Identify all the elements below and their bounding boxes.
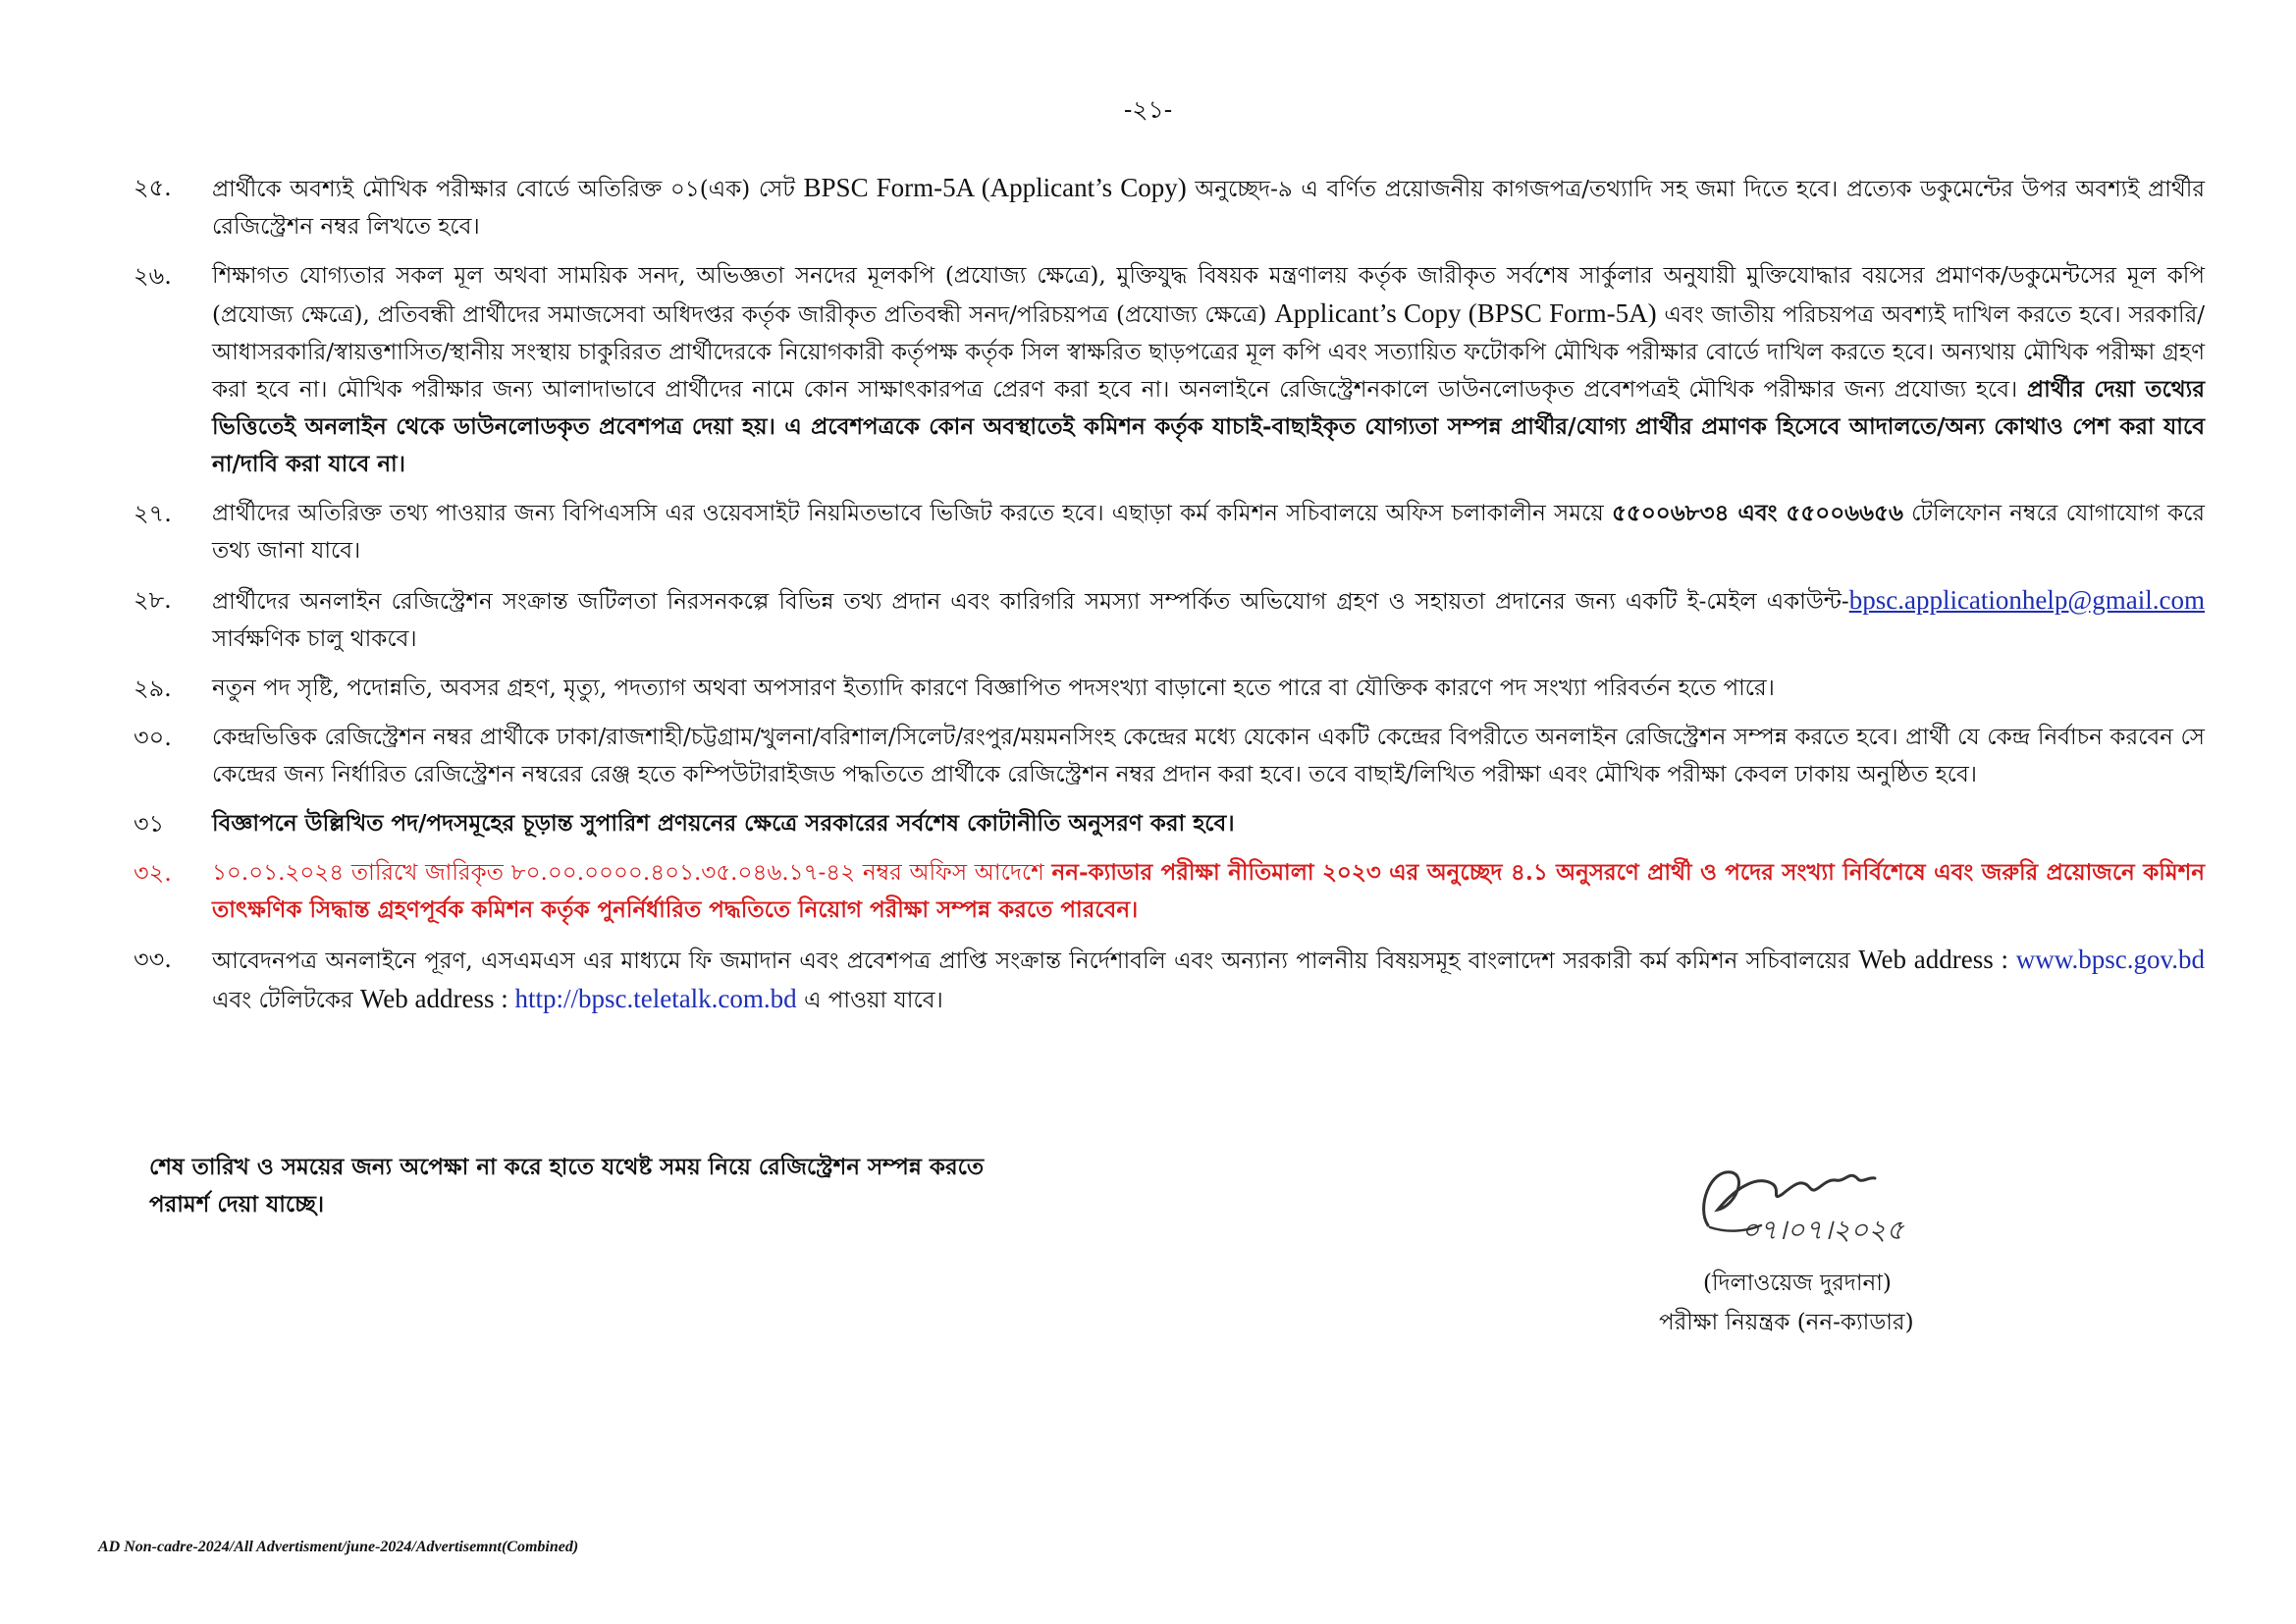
list-item-33 [133, 941, 2205, 1019]
list-item-31 [133, 805, 2205, 842]
item-text-part: এ পাওয়া যাবে। [796, 988, 943, 1013]
item-text [212, 805, 2205, 842]
bold-warning-text: প্রার্থীর দেয়া তথ্যের ভিত্তিতেই অনলাইন থেকে ডাউনলোডকৃত প্রবেশপত্র দেয়া হয়। এ প্রবেশপত্রকে কোন অবস্থাতেই কমিশন কর্তৃক যাচাই-বাছাইকৃত যোগ্যতা সম্পন্ন প্রার্থীর/যোগ্য প্রার্থীর প্রমাণক হিসেবে আদালতে/অন্য কোথাও পেশ করা যাবে না/দাবি করা যাবে না। [212, 376, 2205, 477]
handwritten-signature-icon [1688, 1149, 1983, 1257]
item-number: ৩২. [133, 859, 172, 887]
item-text-part: ১০.০১.২০২৪ তারিখে জারিকৃত ৮০.০০.০০০০.৪০১.৩৫.০৪৬.১৭-৪২ নম্বর অফিস আদেশে [212, 860, 1052, 886]
phone-numbers: ৫৫০০৬৮৩৪ এবং ৫৫০০৬৬৫৬ [1611, 500, 1903, 526]
item-number: ৩৩. [133, 946, 172, 973]
registration-notice [149, 1149, 1131, 1223]
item-text [212, 941, 2205, 1019]
list-item-25 [133, 169, 2205, 245]
item-text-part: প্রার্থীকে অবশ্যই মৌখিক পরীক্ষার বোর্ডে অতিরিক্ত ০১(এক) সেট [212, 177, 804, 202]
item-text-part: সার্বক্ষণিক চালু থাকবে। [212, 626, 417, 652]
page-number: -২১- [1123, 95, 1173, 124]
item-text [212, 169, 2205, 245]
item-text-part: অনুচ্ছেদ-৯ এ বর্ণিত প্রয়োজনীয় কাগজপত্র/তথ্যাদি সহ জমা দিতে হবে। প্রত্যেক ডকুমেন্টের উপর অবশ্যই প্রার্থীর রেজিস্ট্রেশন নম্বর লিখতে হবে। [212, 177, 2206, 240]
signature-date: ০৭।০৭।২০২৫ [1741, 1214, 1904, 1246]
bold-red-text: নন-ক্যাডার পরীক্ষা নীতিমালা ২০২৩ এর অনুচ্ছেদ ৪.১ অনুসরণে প্রার্থী ও পদের সংখ্যা নির্বিশেষে এবং জরুরি প্রয়োজনে কমিশন তাৎক্ষণিক সিদ্ধান্ত গ্রহণপূর্বক কমিশন কর্তৃক পুনর্নির্ধারিত পদ্ধতিতে নিয়োগ পরীক্ষা সম্পন্ন করতে পারবেন। [212, 859, 2205, 923]
separator: : [494, 984, 515, 1013]
item-text-part: প্রার্থীদের অনলাইন রেজিস্ট্রেশন সংক্রান্ত জটিলতা নিরসনকল্পে বিভিন্ন তথ্য প্রদান এবং কারিগরি সমস্যা সম্পর্কিত অভিযোগ গ্রহণ ও সহায়তা প্রদানের জন্য একটি ই-মেইল একাউন্ট- [212, 589, 1849, 615]
item-text-part: এবং টেলিটকের [212, 988, 360, 1013]
item-number: ২৯. [133, 675, 172, 702]
list-item-30 [133, 719, 2205, 793]
item-number: ২৫. [133, 174, 172, 201]
notice-line: শেষ তারিখ ও সময়ের জন্য অপেক্ষা না করে হাতে যথেষ্ট সময় নিয়ে রেজিস্ট্রেশন সম্পন্ন করতে [149, 1154, 985, 1180]
notice-line: পরামর্শ দেয়া যাচ্ছে। [149, 1191, 325, 1218]
item-text-part: এবং জাতীয় পরিচয়পত্র অবশ্যই দাখিল করতে হবে। সরকারি/ আধাসরকারি/স্বায়ত্তশাসিত/স্থানীয় সংস্থায় চাকুরিরত প্রার্থীদেরকে নিয়োগকারী কর্তৃপক্ষ কর্তৃক সিল স্বাক্ষরিত ছাড়পত্রের মূল কপি এবং সত্যায়িত ফটোকপি মৌখিক পরীক্ষার বোর্ডে দাখিল করতে হবে। অন্যথায় মৌখিক পরীক্ষা গ্রহণ করা হবে না। মৌখিক পরীক্ষার জন্য আলাদাভাবে প্রার্থীদের নামে কোন সাক্ষাৎকারপত্র প্রেরণ করা হবে না। অনলাইনে রেজিস্ট্রেশনকালে ডাউনলোডকৃত প্রবেশপত্রই মৌখিক পরীক্ষার জন্য প্রযোজ্য হবে। [212, 302, 2205, 403]
teletalk-website-link[interactable]: http://bpsc.teletalk.com.bd [514, 984, 797, 1013]
item-text-part: বিজ্ঞাপনে উল্লিখিত পদ/পদসমূহের চূড়ান্ত সুপারিশ প্রণয়নের ক্ষেত্রে সরকারের সর্বশেষ কোটানীতি অনুসরণ করা হবে। [212, 810, 1235, 837]
item-text [212, 257, 2205, 483]
item-text-part: শিক্ষাগত যোগ্যতার সকল মূল অথবা সাময়িক সনদ, অভিজ্ঞতা সনদের মূলকপি (প্রযোজ্য ক্ষেত্রে), মুক্তিযুদ্ধ বিষয়ক মন্ত্রণালয় কর্তৃক জারীকৃত সর্বশেষ সার্কুলার অনুযায়ী মুক্তিযোদ্ধার বয়সের প্রমাণক/ডকুমেন্টসের মূল কপি (প্রযোজ্য ক্ষেত্রে), প্রতিবন্ধী প্রার্থীদের সমাজসেবা অধিদপ্তর কর্তৃক জারীকৃত প্রতিবন্ধী সনদ/পরিচয়পত্র (প্রযোজ্য ক্ষেত্রে) [212, 263, 2205, 328]
help-email-link[interactable]: bpsc.applicationhelp@gmail.com [1848, 585, 2205, 615]
signatory-name: (দিলাওয়েজ দুরদানা) [1703, 1271, 1892, 1296]
item-text-part: টেলিফোন নম্বরে যোগাযোগ করে তথ্য জানা যাবে। [212, 501, 2205, 564]
item-text [212, 719, 2205, 793]
bpsc-website-link[interactable]: www.bpsc.gov.bd [2015, 945, 2205, 974]
item-text [212, 670, 2205, 707]
item-text [212, 495, 2205, 569]
item-number: ৩১ [133, 810, 165, 838]
item-text [212, 581, 2205, 658]
separator: : [1993, 945, 2016, 974]
form-name: Applicant’s Copy (BPSC Form-5A) [1274, 298, 1657, 328]
item-number: ২৬. [133, 262, 172, 290]
list-item-26 [133, 257, 2205, 483]
item-number: ২৮. [133, 586, 172, 614]
footer-file-path: AD Non-cadre-2024/All Advertisment/june-2024/Advertisemnt(Combined) [98, 1539, 579, 1555]
item-number: ২৭. [133, 500, 172, 527]
web-address-label: Web address [1858, 945, 1994, 974]
item-number: ৩০. [133, 724, 172, 751]
list-item-28 [133, 581, 2205, 658]
instruction-list [133, 169, 2205, 1031]
list-item-27 [133, 495, 2205, 569]
item-text-part: নতুন পদ সৃষ্টি, পদোন্নতি, অবসর গ্রহণ, মৃত্যু, পদত্যাগ অথবা অপসারণ ইত্যাদি কারণে বিজ্ঞাপিত পদসংখ্যা বাড়ানো হতে পারে বা যৌক্তিক কারণে পদ সংখ্যা পরিবর্তন হতে পারে। [212, 676, 1775, 701]
form-name: BPSC Form-5A (Applicant’s Copy) [803, 173, 1187, 202]
signatory-title: পরীক্ষা নিয়ন্ত্রক (নন-ক্যাডার) [1659, 1310, 1914, 1335]
web-address-label: Web address [359, 984, 495, 1013]
item-text-part: কেন্দ্রভিত্তিক রেজিস্ট্রেশন নম্বর প্রার্থীকে ঢাকা/রাজশাহী/চট্টগ্রাম/খুলনা/বরিশাল/সিলেট/রংপুর/ময়মনসিংহ কেন্দ্রের মধ্যে যেকোন একটি কেন্দ্রের বিপরীতে অনলাইন রেজিস্ট্রেশন সম্পন্ন করতে হবে। প্রার্থী যে কেন্দ্র নির্বাচন করবেন সে কেন্দ্রের জন্য নির্ধারিত রেজিস্ট্রেশন নম্বরের রেঞ্জ হতে কম্পিউটারাইজড পদ্ধতিতে প্রার্থীকে রেজিস্ট্রেশন নম্বর প্রদান করা হবে। তবে বাছাই/লিখিত পরীক্ষা এবং মৌখিক পরীক্ষা কেবল ঢাকায় অনুষ্ঠিত হবে। [212, 725, 2205, 787]
item-text-part: প্রার্থীদের অতিরিক্ত তথ্য পাওয়ার জন্য বিপিএসসি এর ওয়েবসাইট নিয়মিতভাবে ভিজিট করতে হবে। এছাড়া কর্ম কমিশন সচিবালয়ে অফিস চলাকালীন সময়ে [212, 501, 1612, 526]
item-text-part: আবেদনপত্র অনলাইনে পূরণ, এসএমএস এর মাধ্যমে ফি জমাদান এবং প্রবেশপত্র প্রাপ্তি সংক্রান্ত নির্দেশাবলি এবং অন্যান্য পালনীয় বিষয়সমূহ বাংলাদেশ সরকারী কর্ম কমিশন সচিবালয়ের [212, 948, 1859, 974]
list-item-29 [133, 670, 2205, 707]
item-text [212, 854, 2205, 929]
signature [1669, 1149, 2022, 1257]
list-item-32 [133, 854, 2205, 929]
